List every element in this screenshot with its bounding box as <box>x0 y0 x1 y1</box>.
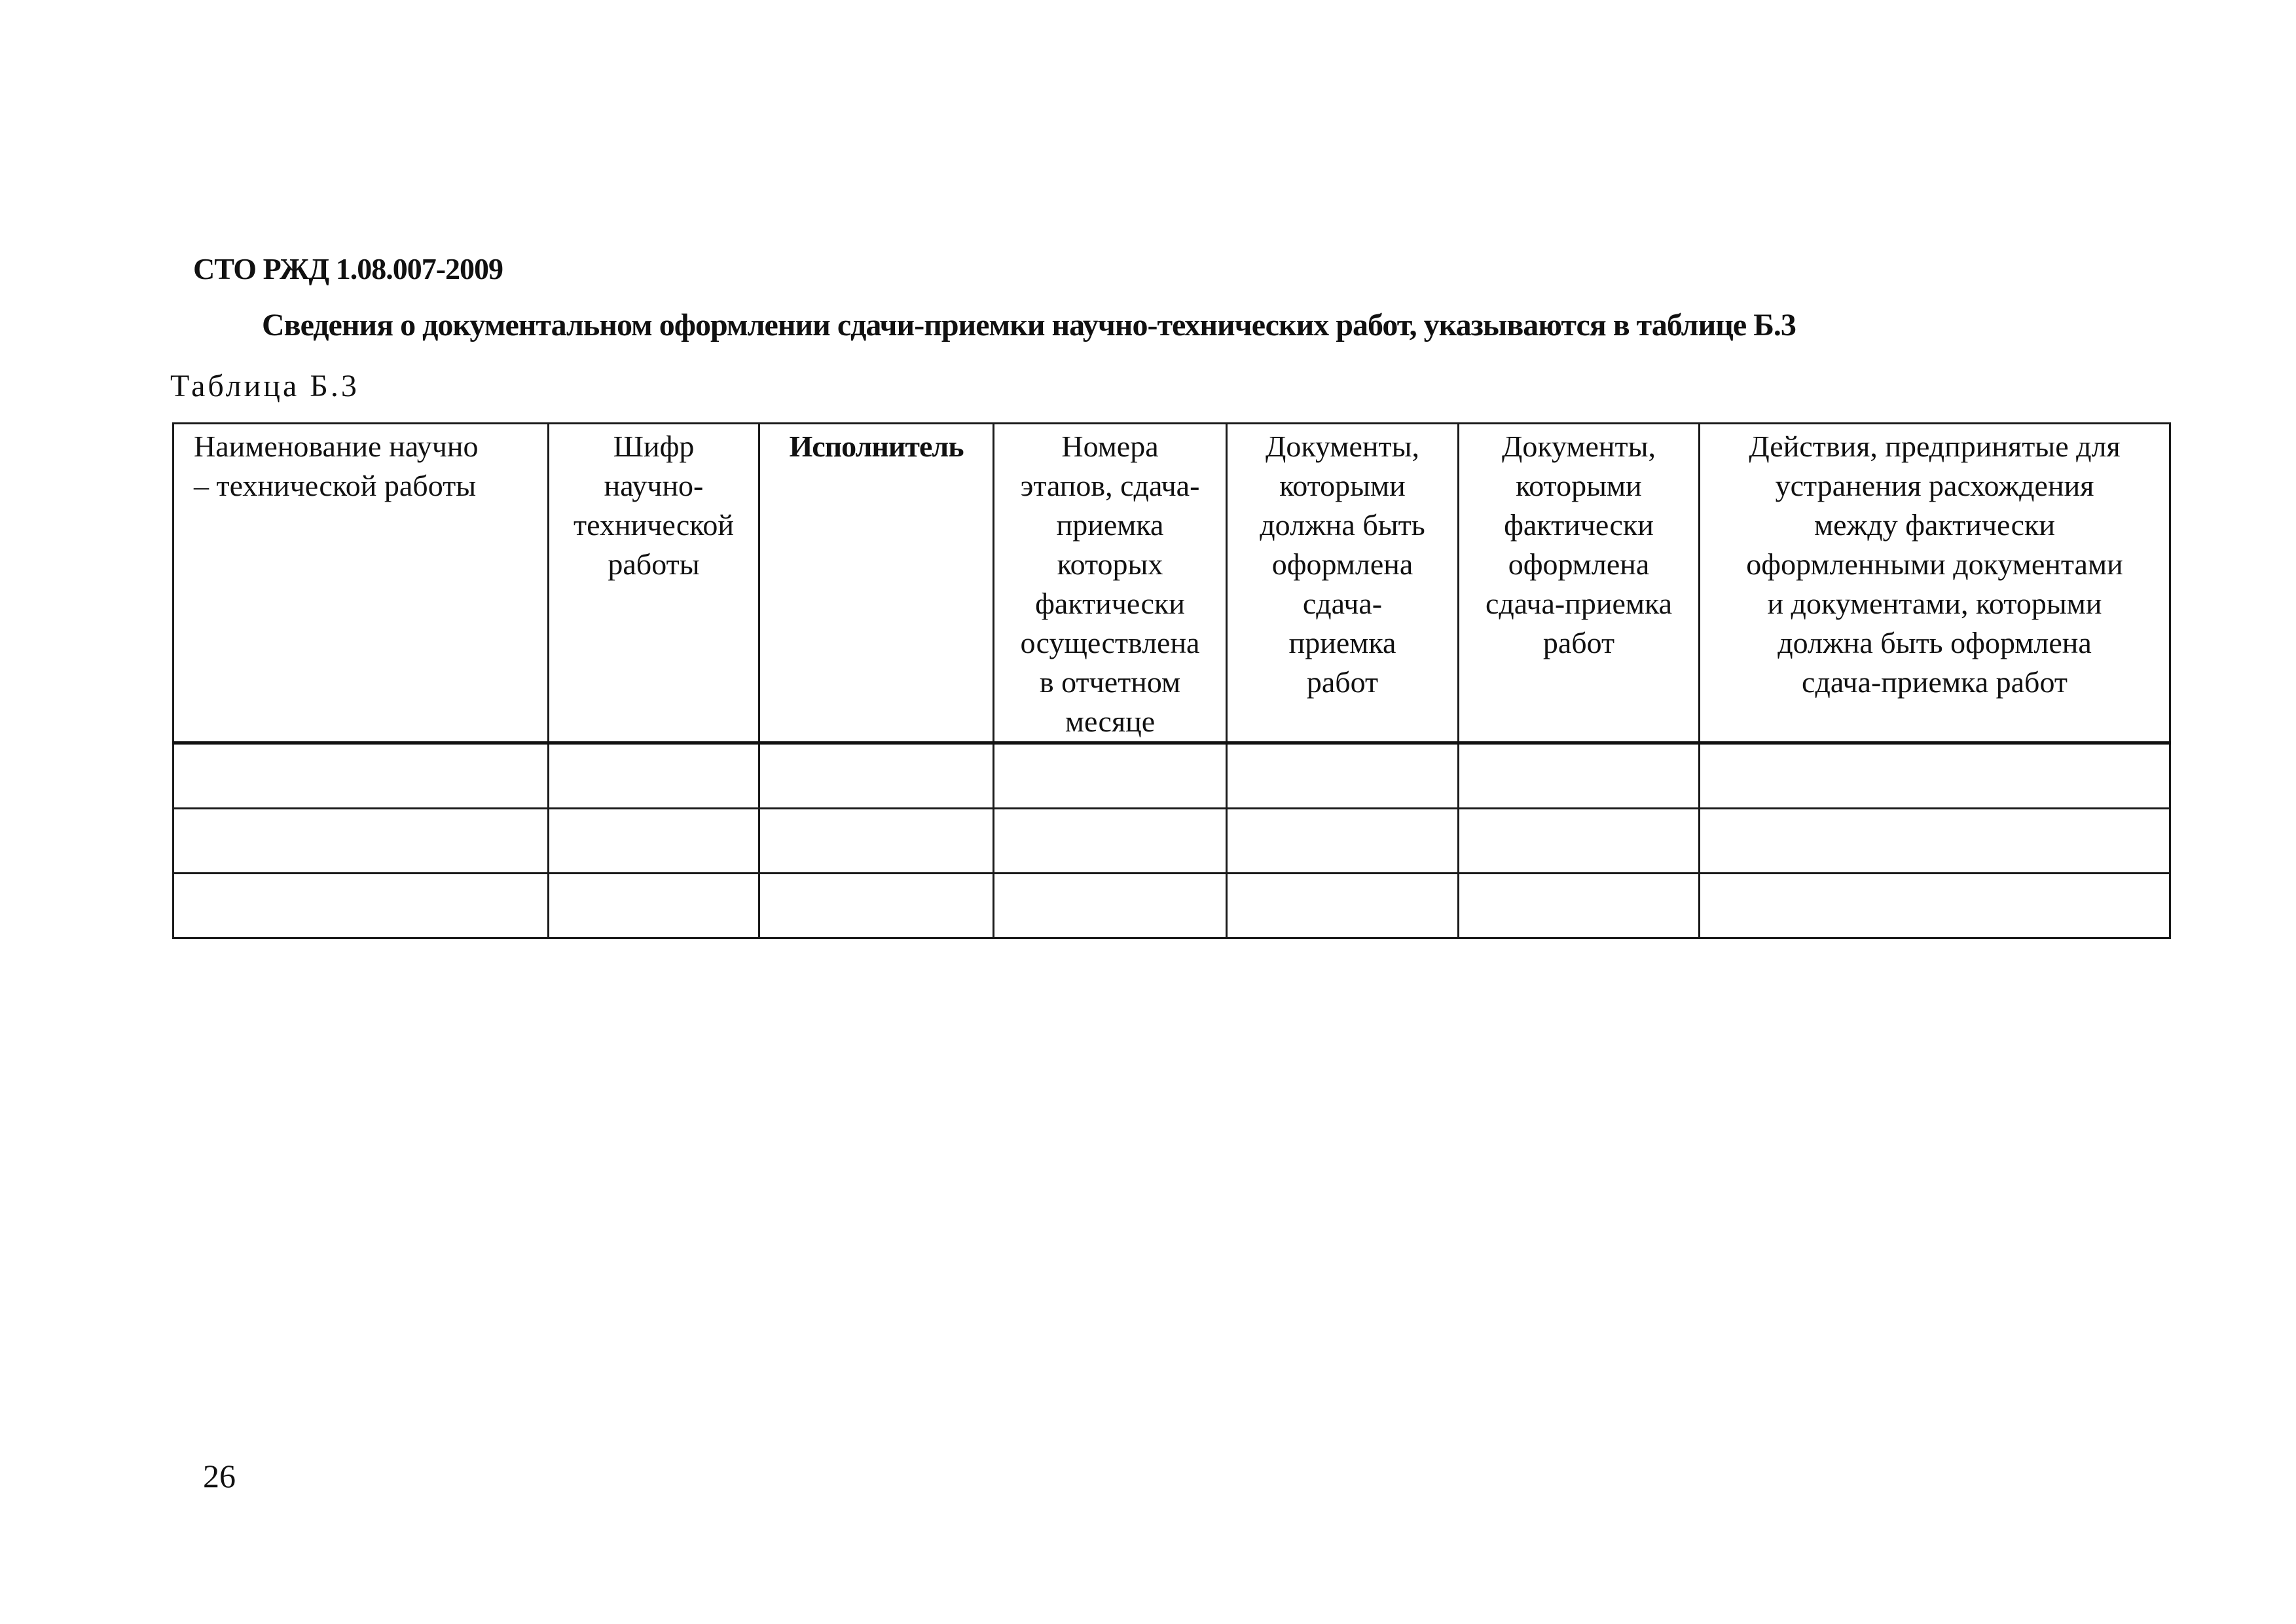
header-line: оформлена <box>1508 547 1650 581</box>
header-line: сдача-приемка <box>1485 587 1673 620</box>
header-line: работ <box>1542 626 1615 659</box>
header-line: сдача- <box>1302 587 1383 620</box>
table-cell <box>173 809 549 874</box>
header-cell-actual-documents <box>1459 424 1700 743</box>
table-cell <box>549 809 759 874</box>
table-cell <box>173 874 549 938</box>
table-cell <box>994 874 1227 938</box>
header-line: должна быть <box>1260 508 1425 542</box>
header-line: должна быть оформлена <box>1777 626 2092 659</box>
table-cell <box>1700 874 2170 938</box>
header-line: Документы, <box>1501 430 1656 463</box>
header-line: которыми <box>1516 469 1642 502</box>
header-line: устранения расхождения <box>1775 469 2094 502</box>
header-line: Исполнитель <box>789 430 964 463</box>
table-caption: Таблица Б.3 <box>170 369 359 403</box>
header-cell-work-code <box>549 424 759 743</box>
header-line: Наименование научно <box>194 430 479 463</box>
table-row <box>173 874 2170 938</box>
header-line: оформленными документами <box>1746 547 2123 581</box>
header-line: фактически <box>1035 587 1185 620</box>
table-container <box>172 422 2169 939</box>
table-cell <box>994 809 1227 874</box>
table-cell <box>994 743 1227 809</box>
table-cell <box>1227 743 1459 809</box>
table-cell <box>1700 743 2170 809</box>
header-line: Шифр <box>613 430 695 463</box>
intro-paragraph: Сведения о документальном оформлении сдачи-приемки научно-технических работ, указываются в таблице Б.3 <box>262 308 1796 342</box>
header-cell-stage-numbers <box>994 424 1227 743</box>
header-line: сдача-приемка работ <box>1802 665 2068 699</box>
header-line: месяце <box>1065 705 1156 738</box>
header-line: приемка <box>1056 508 1164 542</box>
header-cell-required-documents <box>1227 424 1459 743</box>
table-row <box>173 809 2170 874</box>
header-line: фактически <box>1504 508 1654 542</box>
table-cell <box>759 743 994 809</box>
table-cell <box>549 874 759 938</box>
header-line: между фактически <box>1814 508 2055 542</box>
header-line: которыми <box>1279 469 1406 502</box>
header-line: осуществлена <box>1020 626 1200 659</box>
header-line: работы <box>608 547 700 581</box>
header-cell-executor <box>759 424 994 743</box>
document-code: СТО РЖД 1.08.007-2009 <box>193 252 503 286</box>
table-cell <box>1700 809 2170 874</box>
header-line: технической <box>574 508 734 542</box>
table-cell <box>173 743 549 809</box>
table-cell <box>1459 874 1700 938</box>
data-table <box>172 422 2171 939</box>
table-cell <box>1459 809 1700 874</box>
header-line: Номера <box>1061 430 1159 463</box>
header-line: приемка <box>1288 626 1396 659</box>
table-cell <box>759 809 994 874</box>
header-line: Действия, предпринятые для <box>1749 430 2121 463</box>
table-cell <box>1459 743 1700 809</box>
table-header-row <box>173 424 2170 743</box>
table-cell <box>1227 874 1459 938</box>
header-line: научно- <box>604 469 704 502</box>
header-line: работ <box>1306 665 1379 699</box>
header-line: которых <box>1057 547 1163 581</box>
header-cell-work-name <box>173 424 549 743</box>
header-line: оформлена <box>1271 547 1413 581</box>
page-number: 26 <box>203 1458 236 1494</box>
table-cell <box>549 743 759 809</box>
table-row <box>173 743 2170 809</box>
header-line: и документами, которыми <box>1767 587 2102 620</box>
header-cell-corrective-actions <box>1700 424 2170 743</box>
header-line: в отчетном <box>1039 665 1181 699</box>
header-line: Документы, <box>1265 430 1420 463</box>
header-line: этапов, сдача- <box>1020 469 1200 502</box>
table-cell <box>759 874 994 938</box>
header-line: – технической работы <box>194 469 477 502</box>
table-cell <box>1227 809 1459 874</box>
